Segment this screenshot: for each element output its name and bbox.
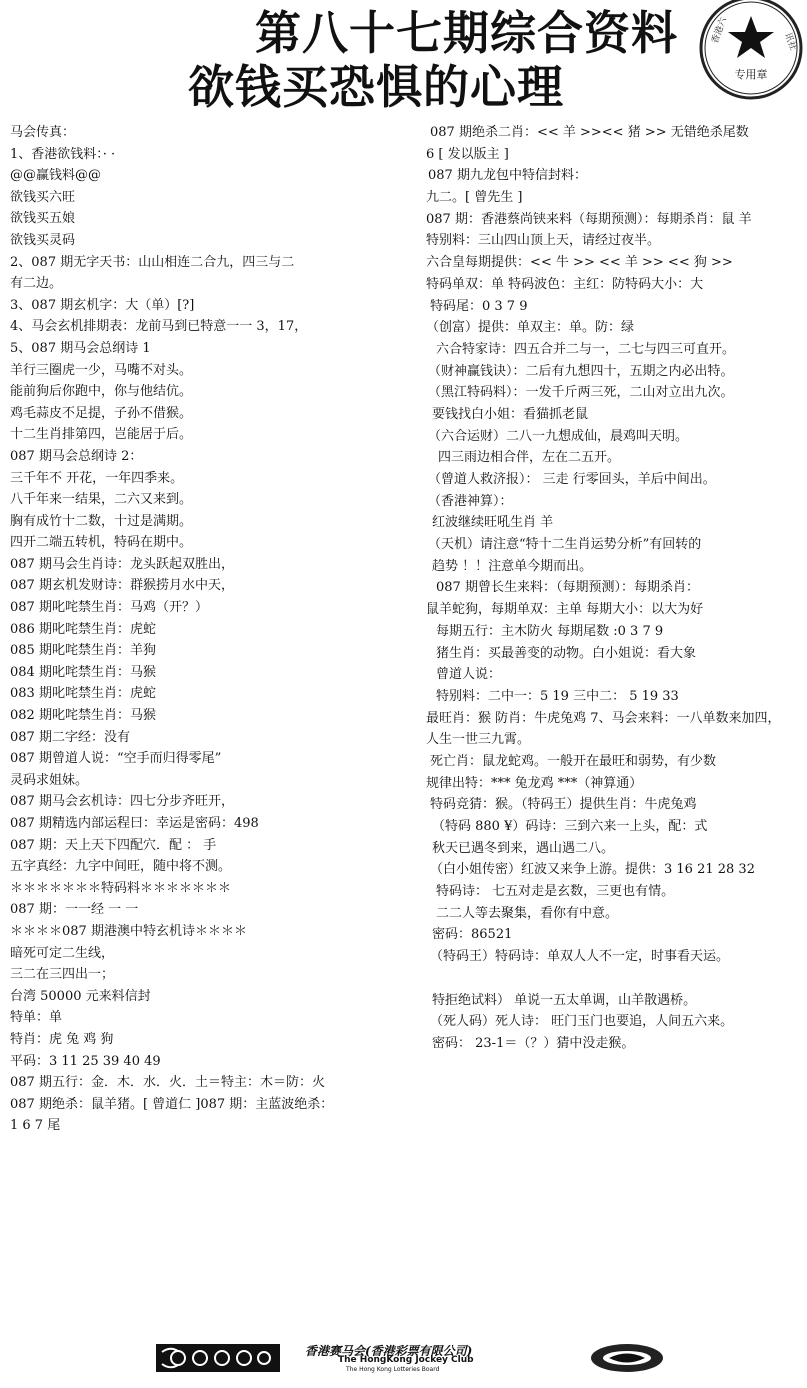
left-column [10, 122, 405, 1137]
left-text-line: 087 期马会生肖诗：龙头跃起双胜出， [10, 556, 234, 572]
right-text-line: 四三雨边相合伴，左在二五开。 [438, 450, 621, 466]
right-text-line: 六合特家诗：四五合并二与一，二七与四三可直开。 [436, 341, 736, 357]
left-text-line: 羊行三圈虎一少，马嘴不对头。 [10, 362, 193, 378]
right-column [426, 122, 804, 1055]
left-text-line: 灵码求姐妹。 [10, 772, 89, 788]
right-text-line: 红波继续旺吼生肖 羊 [432, 515, 554, 531]
left-text-line: 084 期叱咤禁生肖：马猴 [10, 664, 156, 680]
right-text-line: 特码尾：0 3 7 9 [430, 298, 528, 314]
left-text-line: 五字真经：九字中间旺，随中将不测。 [10, 859, 232, 875]
left-text-line: @@赢钱料@@ [10, 168, 102, 184]
page-title: 第八十七期综合资料 [255, 6, 678, 60]
left-text-line: 087 期：一一经 一 一 [10, 902, 139, 918]
right-text-line: 要钱找白小姐：看猫抓老鼠 [432, 406, 589, 422]
left-text-line: 4、马会玄机排期表：龙前马到已特意一一 3，17， [10, 319, 308, 335]
left-text-line: 085 期叱咤禁生肖：羊狗 [10, 643, 156, 659]
right-text-line: 特码单双：单 特码波色：主红：防特码大小：大 [426, 276, 704, 292]
dragon-logo-icon [587, 1341, 667, 1375]
right-text-line: 六合皇每期提供：<< 牛 >> << 羊 >> << 狗 >> [426, 255, 733, 271]
right-text-line: 鼠羊蛇狗，每期单双：主单 每期大小：以大为好 [426, 602, 704, 618]
left-text-line: 欲钱买六旺 [10, 189, 76, 205]
right-text-line: 087 期九龙包中特信封料： [428, 168, 587, 184]
left-text-line: 3、087 期玄机字：大（单）[?] [10, 297, 195, 313]
left-text-line: 087 期二字经：没有 [10, 729, 130, 745]
left-text-line: 台湾 50000 元来料信封 [10, 988, 151, 1004]
left-text-line: ＊＊＊＊＊＊＊特码料＊＊＊＊＊＊＊ [10, 880, 232, 896]
right-text-line: （财神赢钱诀）：二后有九想四十，五期之内必出特。 [428, 363, 734, 379]
jockey-club-chinese-name: 香港赛马会(香港彩票有限公司) [305, 1344, 473, 1358]
right-text-line: 087 期：香港蔡尚铗来料（每期预测）：每期杀肖：鼠 羊 [426, 211, 752, 227]
left-text-line: 欲钱买灵码 [10, 232, 76, 248]
right-text-line: 二二人等去聚集，看你有中意。 [436, 905, 619, 921]
left-text-line: 八千年来一结果，二六又来到。 [10, 492, 193, 508]
right-text-line: （特码王）特码诗：单双人人不一定，时事看天运。 [430, 949, 730, 965]
right-text-line: （六合运财）二八一九想成仙，晨鸡叫天明。 [428, 428, 689, 444]
left-text-line: 十二生肖排第四，岂能居于后。 [10, 427, 193, 443]
left-text-line: 有二边。 [10, 276, 63, 292]
right-text-line: 趋势 ！！注意单今期而出。 [432, 558, 593, 574]
right-text-line: （天机）请注意“特十二生肖运势分析”有回转的 [428, 537, 702, 553]
jockey-club-english-name: The HongKong Jockey Club [338, 1355, 474, 1365]
right-text-line: （香港神算）： [428, 493, 513, 509]
right-text-line: 猪生肖：买最善变的动物。白小姐说：看大象 [436, 645, 697, 661]
left-text-line: 暗死可定二生线， [10, 945, 115, 961]
lotteries-board-name: The Hong Kong Lotteries Board [346, 1366, 440, 1373]
left-text-line: 1 6 7 尾 [10, 1118, 61, 1134]
left-text-line: 特单：单 [10, 1010, 63, 1026]
right-text-line: 087 期绝杀二肖：<< 羊 >><< 猪 >> 无错绝杀尾数 [430, 125, 749, 140]
left-text-line: 三千年不 开花，一年四季来。 [10, 470, 184, 486]
right-text-line: 6 [ 发以版主 ] [426, 146, 509, 162]
right-text-line: 密码： 23-1＝（？）猜中没走猴。 [432, 1035, 635, 1051]
right-text-line: 人生一世三九霄。 [426, 732, 531, 748]
official-seal-icon [697, 0, 805, 102]
left-text-line: 087 期马会总纲诗 2： [10, 448, 143, 464]
right-text-line: 九二。[ 曾先生 ] [426, 190, 523, 206]
svg-text:香港六: 香港六 [710, 16, 730, 46]
left-text-line: 083 期叱咤禁生肖：虎蛇 [10, 686, 156, 702]
right-text-line: 特别料：三山四山顶上天，请经过夜半。 [426, 233, 661, 249]
right-text-line: 密码：86521 [432, 927, 513, 943]
left-text-line: 欲钱买五娘 [10, 211, 76, 227]
right-text-line: （曾道人救济报）： 三走 行零回头，羊后中间出。 [428, 472, 716, 487]
left-text-line: ＊＊＊＊087 期港澳中特玄机诗＊＊＊＊ [10, 923, 247, 939]
left-text-line: 086 期叱咤禁生肖：虎蛇 [10, 621, 156, 637]
right-text-line: 死亡肖：鼠龙蛇鸡。一般开在最旺和弱势，有少数 [430, 753, 717, 769]
right-text-line: 特码诗： 七五对走是玄数，三更也有情。 [436, 884, 675, 900]
left-text-line: 2、087 期无字天书：山山相连二合九，四三与二 [10, 254, 295, 270]
right-text-line: （创富）提供：单双主：单。防：绿 [426, 320, 635, 336]
left-text-line: 胸有成竹十二数，十过是满期。 [10, 513, 193, 529]
right-text-line: （白小姐传密）红波又来争上游。提供：3 16 21 28 32 [430, 862, 755, 878]
left-text-line: 087 期曾道人说：“空手而归得零尾” [10, 751, 222, 767]
left-text-line: 087 期玄机发财诗：群猴捞月水中天， [10, 578, 234, 594]
right-text-line: （死人码）死人诗： 旺门玉门也要追，人间五六来。 [430, 1014, 734, 1030]
left-text-line: 087 期绝杀：鼠羊猪。[ 曾道仁 ]087 期：主蓝波绝杀： [10, 1096, 334, 1112]
left-text-line: 1、香港欲钱料：· · [10, 146, 116, 162]
left-text-line: 087 期五行：金．木．水．火．土＝特主：木＝防：火 [10, 1075, 325, 1091]
left-text-line: 087 期：天上天下四配穴．配 ： 手 [10, 837, 217, 853]
right-text-line: 规律出特：*** 兔龙鸡 ***（神算通） [426, 775, 643, 791]
left-text-line: 082 期叱咤禁生肖：马猴 [10, 708, 156, 724]
left-text-line: 特肖：虎 兔 鸡 狗 [10, 1031, 114, 1047]
right-text-line: 曾道人说： [436, 667, 502, 683]
left-text-line: 能前狗后你跑中，你与他结伉。 [10, 384, 193, 400]
left-text-line: 087 期精选内部运程曰：幸运是密码：498 [10, 816, 259, 831]
left-text-line: 5、087 期马会总纲诗 1 [10, 340, 151, 356]
right-text-line [426, 968, 804, 990]
right-text-line: （黑江特码料）：一发千斤两三死，二山对立出九次。 [428, 385, 734, 401]
ornament-logo-icon [156, 1344, 280, 1372]
svg-text:讯社: 讯社 [782, 31, 798, 52]
svg-text:专用章: 专用章 [734, 68, 768, 81]
right-text-line: 秋天已遇冬到来，遇山遇二八。 [432, 840, 615, 856]
left-text-line: 平码：3 11 25 39 40 49 [10, 1053, 161, 1069]
right-text-line: 每期五行：主木防火 每期尾数 :0 3 7 9 [436, 623, 664, 639]
right-text-line: 特拒绝试料） 单说一五太单调，山羊散遇桥。 [432, 992, 697, 1008]
left-text-line: 三二在三四出一； [10, 967, 115, 983]
right-text-line: 特码竞猜：猴。（特码王）提供生肖：牛虎兔鸡 [430, 797, 697, 813]
right-text-line: （特码 880 ¥）码诗：三到六来一上头，配：式 [432, 819, 708, 834]
right-text-line: 087 期曾长生来料：（每期预测）：每期杀肖： [436, 580, 699, 596]
page-subtitle: 欲钱买恐惧的心理 [188, 60, 564, 114]
left-text-line: 四开二端五转机，特码在期中。 [10, 535, 193, 551]
right-text-line: 最旺肖：猴 防肖：牛虎兔鸡 7、马会来料：一八单数来加四， [426, 710, 781, 726]
left-text-line: 087 期叱咤禁生肖：马鸡（开？） [10, 600, 208, 616]
footer-logos [0, 1338, 807, 1378]
left-text-line: 鸡毛蒜皮不足提，子孙不借猴。 [10, 405, 193, 421]
right-text-line: 特别料：二中一：5 19 三中二： 5 19 33 [436, 688, 679, 704]
left-text-line: 马会传真： [10, 125, 76, 140]
left-text-line: 087 期马会玄机诗：四七分步齐旺开， [10, 794, 234, 810]
